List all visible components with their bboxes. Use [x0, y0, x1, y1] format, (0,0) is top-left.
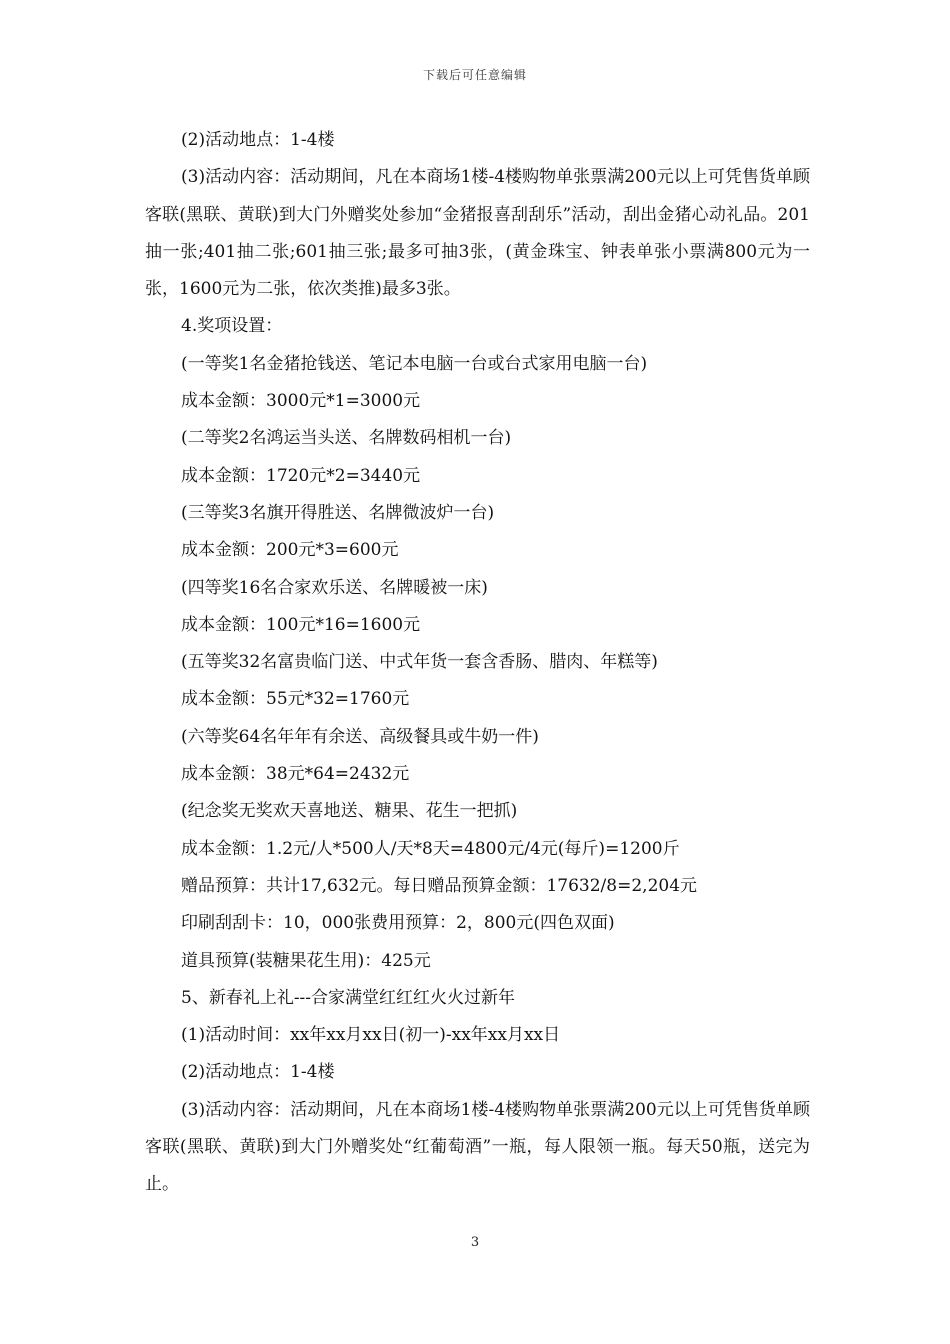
paragraph-content-scratch-card: (3)活动内容：活动期间，凡在本商场1楼-4楼购物单张票满200元以上可凭售货单顾客联(黑联、黄联)到大门外赠奖处参加“金猪报喜刮刮乐”活动，刮出金猪心动礼品。201抽一张;401抽二张;601抽三张;最多可抽3张，(黄金珠宝、钟表单张小票满800元为一张，1600元为二张，依次类推)最多3张。 — [145, 167, 810, 300]
page-number: 3 — [470, 1235, 480, 1250]
paragraph-sixth-prize-cost: 成本金额：38元*64=2432元 — [181, 764, 410, 785]
paragraph-third-prize-cost: 成本金额：200元*3=600元 — [181, 540, 399, 561]
paragraph-fifth-prize-cost: 成本金额：55元*32=1760元 — [181, 689, 410, 710]
paragraph-sixth-prize: (六等奖64名年年有余送、高级餐具或牛奶一件) — [181, 726, 539, 747]
paragraph-souvenir-prize-cost: 成本金额：1.2元/人*500人/天*8天=4800元/4元(每斤)=1200斤 — [181, 838, 680, 859]
paragraph-second-prize: (二等奖2名鸿运当头送、名牌数码相机一台) — [181, 428, 512, 449]
paragraph-second-prize-cost: 成本金额：1720元*2=3440元 — [181, 465, 421, 486]
paragraph-fourth-prize-cost: 成本金额：100元*16=1600元 — [181, 614, 421, 635]
document-body — [145, 122, 810, 1204]
paragraph-activity-time: (1)活动时间：xx年xx月xx日(初一)-xx年xx月xx日 — [181, 1025, 561, 1046]
paragraph-souvenir-prize: (纪念奖无奖欢天喜地送、糖果、花生一把抓) — [181, 801, 518, 822]
paragraph-first-prize: (一等奖1名金猪抢钱送、笔记本电脑一台或台式家用电脑一台) — [181, 353, 648, 374]
paragraph-fifth-prize: (五等奖32名富贵临门送、中式年货一套含香肠、腊肉、年糕等) — [181, 652, 658, 673]
paragraph-location-2: (2)活动地点：1-4楼 — [181, 1062, 335, 1083]
paragraph-section-5-title: 5、新春礼上礼---合家满堂红红红火火过新年 — [181, 987, 516, 1008]
paragraph-prize-settings: 4.奖项设置： — [181, 316, 283, 337]
paragraph-content-red-wine: (3)活动内容：活动期间，凡在本商场1楼-4楼购物单张票满200元以上可凭售货单顾客联(黑联、黄联)到大门外赠奖处“红葡萄酒”一瓶，每人限领一瓶。每天50瓶，送完为止。 — [145, 1099, 810, 1195]
paragraph-gift-budget: 赠品预算：共计17,632元。每日赠品预算金额：17632/8=2,204元 — [181, 875, 698, 896]
paragraph-first-prize-cost: 成本金额：3000元*1=3000元 — [181, 391, 421, 412]
paragraph-location-1: (2)活动地点：1-4楼 — [181, 130, 335, 150]
paragraph-fourth-prize: (四等奖16名合家欢乐送、名牌暖被一床) — [181, 577, 488, 598]
paragraph-third-prize: (三等奖3名旗开得胜送、名牌微波炉一台) — [181, 502, 495, 523]
paragraph-props-budget: 道具预算(装糖果花生用)：425元 — [181, 950, 431, 971]
page-header: 下载后可任意编辑 — [422, 68, 527, 82]
paragraph-printing-budget: 印刷刮刮卡：10，000张费用预算：2，800元(四色双面) — [181, 913, 615, 934]
